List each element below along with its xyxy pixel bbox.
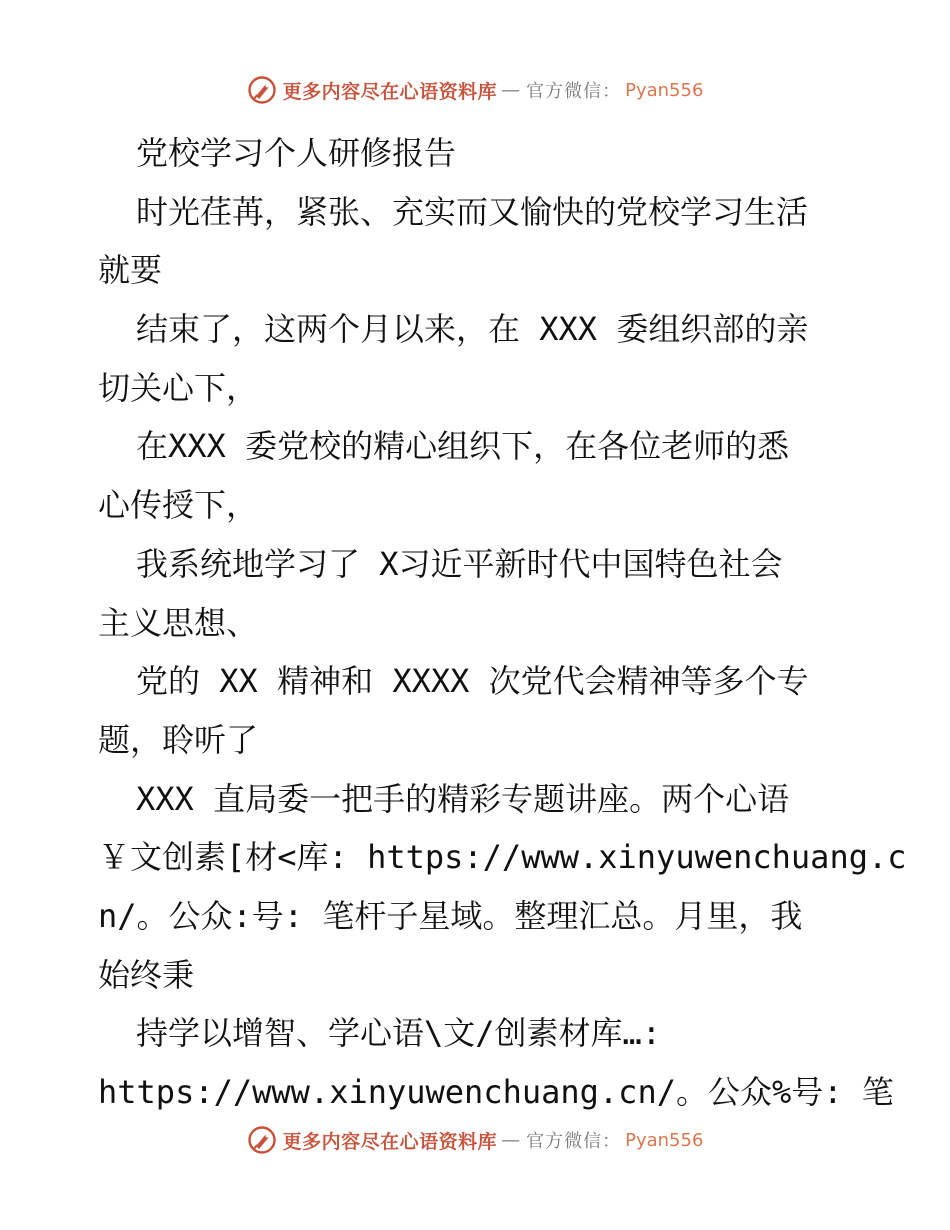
document-line: 我系统地学习了 X习近平新时代中国特色社会 bbox=[136, 544, 783, 583]
watermark-wechat-label: 官方微信： bbox=[526, 81, 622, 102]
watermark-brand-text: 更多内容尽在心语资料库 bbox=[282, 80, 498, 103]
footer-watermark bbox=[0, 1120, 950, 1160]
document-line: ￥文创素[材<库: https://www.xinyuwenchuang.c bbox=[98, 838, 907, 877]
document-line: 持学以增智、学心语\文/创素材库…: bbox=[136, 1014, 662, 1053]
document-line: 在XXX 委党校的精心组织下，在各位老师的悉 bbox=[136, 427, 790, 466]
document-line: 结束了，这两个月以来，在 XXX 委组织部的亲 bbox=[136, 310, 809, 349]
document-line: 始终秉 bbox=[98, 955, 195, 994]
document-body bbox=[98, 124, 907, 1122]
document-line: 就要 bbox=[98, 251, 163, 290]
document-line: 主义思想、 bbox=[98, 603, 259, 642]
pen-logo-icon bbox=[247, 1125, 277, 1155]
watermark-wechat-label: 官方微信： bbox=[526, 1131, 622, 1152]
document-line: 党的 XX 精神和 XXXX 次党代会精神等多个专 bbox=[136, 662, 809, 701]
document-line: XXX 直局委一把手的精彩专题讲座。两个心语 bbox=[136, 779, 790, 818]
document-line: n/。公众:号: 笔杆子星域。整理汇总。月里，我 bbox=[98, 896, 803, 935]
document-line: 切关心下， bbox=[98, 368, 259, 407]
watermark-wechat-id: Pyan556 bbox=[625, 79, 704, 101]
document-title: 党校学习个人研修报告 bbox=[136, 134, 457, 172]
header-watermark bbox=[0, 70, 950, 110]
watermark-separator: — bbox=[501, 79, 521, 101]
watermark-wechat-id: Pyan556 bbox=[625, 1129, 704, 1151]
watermark-separator: — bbox=[501, 1129, 521, 1151]
document-line: 时光荏苒，紧张、充实而又愉快的党校学习生活 bbox=[136, 192, 809, 231]
document-line: 题，聆听了 bbox=[98, 720, 259, 759]
watermark-brand-text: 更多内容尽在心语资料库 bbox=[282, 1130, 498, 1153]
document-line: https://www.xinyuwenchuang.cn/。公众%号: 笔 bbox=[98, 1073, 894, 1111]
document-line: 心传授下， bbox=[98, 486, 259, 525]
pen-logo-icon bbox=[247, 75, 277, 105]
